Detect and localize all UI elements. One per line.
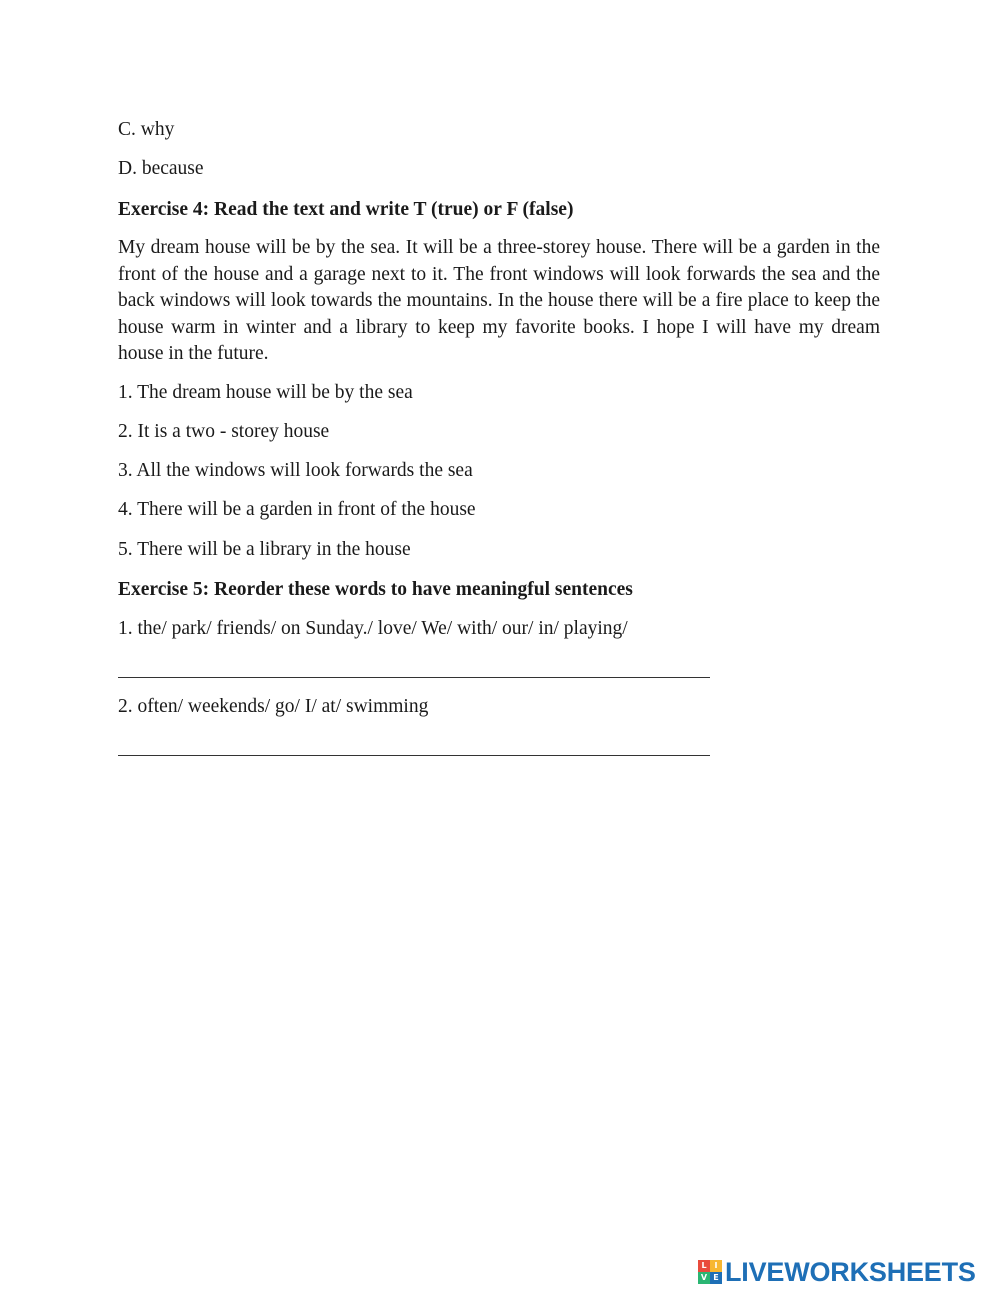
liveworksheets-wordmark: LIVEWORKSHEETS — [725, 1257, 976, 1287]
liveworksheets-logo — [698, 1258, 976, 1286]
exercise-4-item-4: 4. There will be a garden in front of the house — [118, 499, 476, 520]
exercise-4-item-2: 2. It is a two - storey house — [118, 421, 330, 442]
exercise-5-item-2: 2. often/ weekends/ go/ I/ at/ swimming — [118, 696, 429, 717]
option-c: C. why — [118, 119, 175, 140]
exercise-4-heading: Exercise 4: Read the text and write T (true) or F (false) — [118, 199, 574, 220]
exercise-4-item-1: 1. The dream house will be by the sea — [118, 382, 413, 403]
logo-mark-cell: V — [698, 1272, 710, 1284]
exercise-4-item-5: 5. There will be a library in the house — [118, 539, 411, 560]
logo-mark-cell: L — [698, 1260, 710, 1272]
answer-line-1[interactable] — [118, 677, 710, 678]
answer-line-2[interactable] — [118, 755, 710, 756]
exercise-5-item-1: 1. the/ park/ friends/ on Sunday./ love/ We/ with/ our/ in/ playing/ — [118, 618, 628, 639]
logo-mark-cell: I — [710, 1260, 722, 1272]
exercise-4-item-3: 3. All the windows will look forwards the sea — [118, 460, 473, 481]
liveworksheets-mark-icon — [698, 1260, 722, 1284]
option-d: D. because — [118, 158, 204, 179]
exercise-4-passage: My dream house will be by the sea. It will be a three-storey house. There will be a garden in the front of the house and a garage next to it. The front windows will look forwards the sea and the back windows will look towards the mountains. In the house there will be a fire place to keep the house warm in winter and a library to keep my favorite books. I hope I will have my dream house in the future. — [118, 237, 880, 364]
exercise-5-heading: Exercise 5: Reorder these words to have meaningful sentences — [118, 579, 633, 600]
logo-mark-cell: E — [710, 1272, 722, 1284]
